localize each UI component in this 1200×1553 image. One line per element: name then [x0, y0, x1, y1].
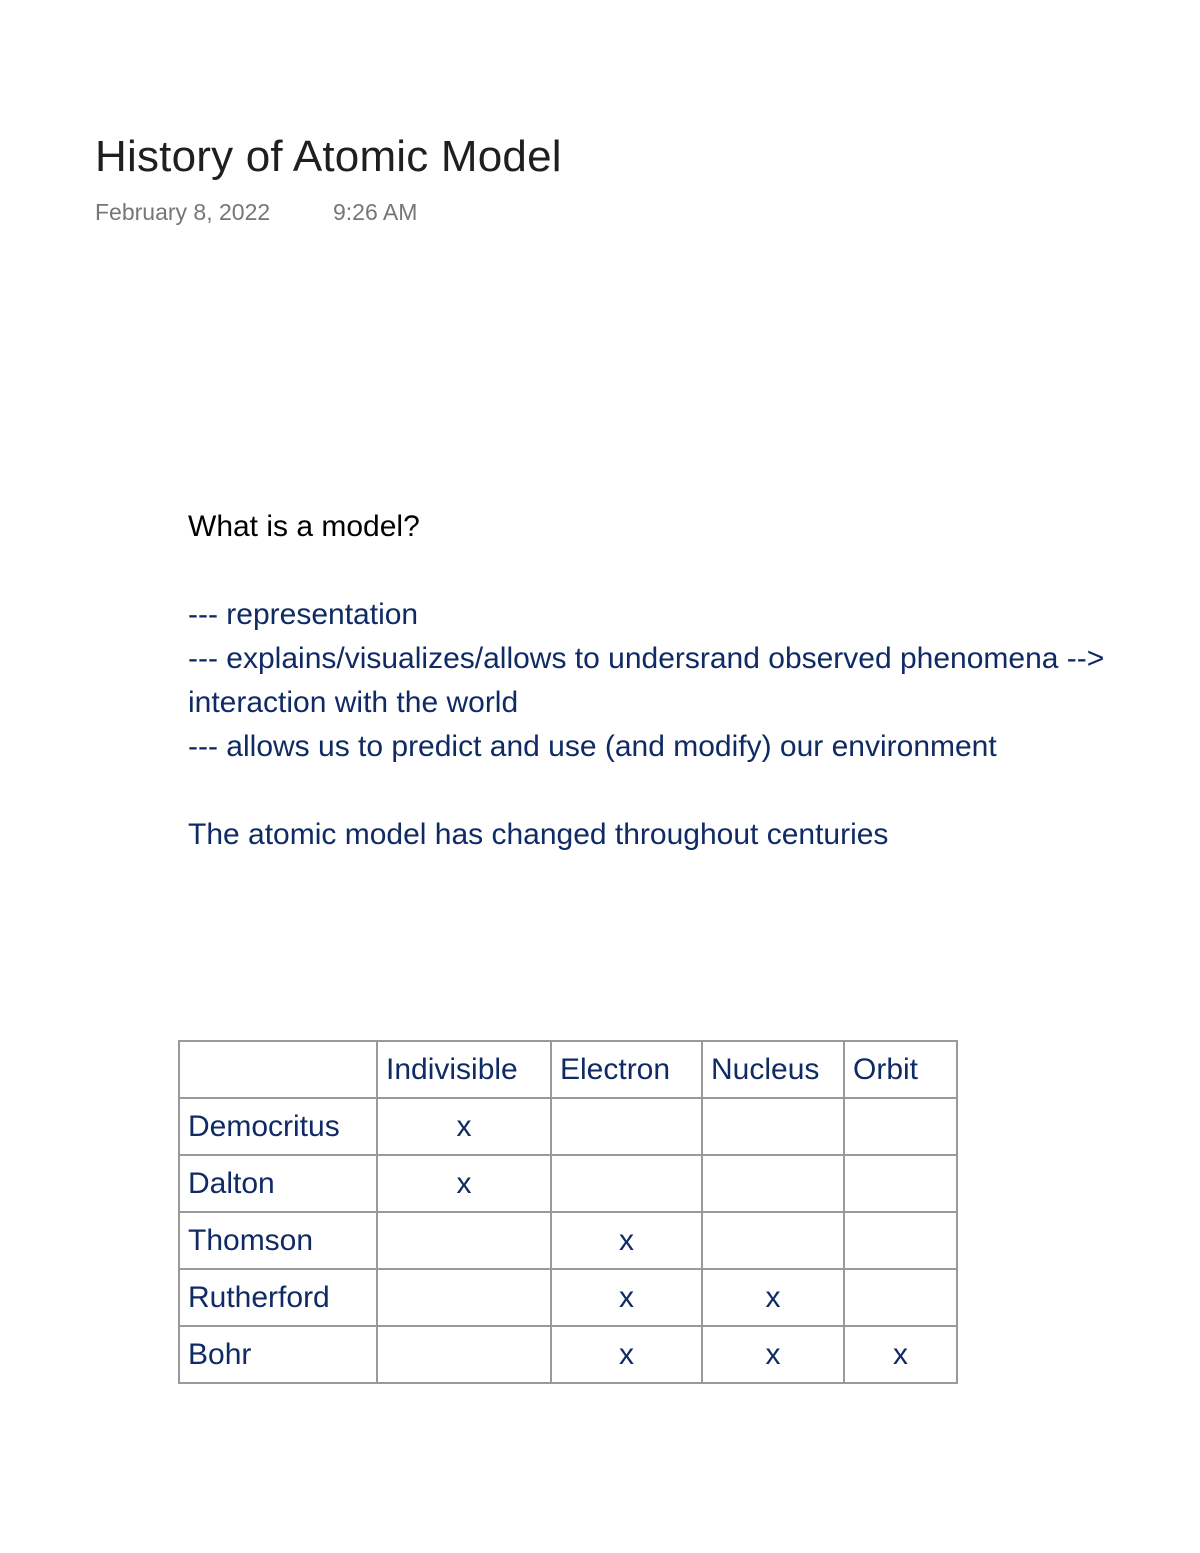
note-time: 9:26 AM	[333, 199, 418, 225]
scientist-name[interactable]: Dalton	[179, 1155, 377, 1212]
blank-line	[188, 769, 1200, 813]
scientist-name[interactable]: Thomson	[179, 1212, 377, 1269]
table-cell[interactable]: x	[551, 1212, 702, 1269]
table-header-cell[interactable]: Indivisible	[377, 1041, 551, 1098]
table-cell[interactable]	[844, 1212, 957, 1269]
note-point: --- explains/visualizes/allows to undersrand observed phenomena -->	[188, 642, 1105, 675]
table-cell[interactable]	[551, 1098, 702, 1155]
note-point: --- representation	[188, 598, 419, 631]
table-cell[interactable]	[377, 1269, 551, 1326]
table-row	[179, 1269, 957, 1326]
table-header-row	[179, 1041, 957, 1098]
table-header-cell[interactable]: Electron	[551, 1041, 702, 1098]
table-cell[interactable]	[702, 1098, 844, 1155]
table-header-cell[interactable]: Nucleus	[702, 1041, 844, 1098]
table-cell[interactable]	[702, 1212, 844, 1269]
note-point: --- allows us to predict and use (and modify) our environment	[188, 730, 997, 763]
table-cell[interactable]: x	[377, 1155, 551, 1212]
table-cell[interactable]	[377, 1212, 551, 1269]
table-cell[interactable]: x	[844, 1326, 957, 1383]
question-text: What is a model?	[188, 510, 420, 543]
scientist-name[interactable]: Rutherford	[179, 1269, 377, 1326]
table-cell[interactable]	[551, 1155, 702, 1212]
table-header-cell[interactable]: Orbit	[844, 1041, 957, 1098]
table-cell[interactable]	[377, 1326, 551, 1383]
table-cell[interactable]	[702, 1155, 844, 1212]
table-cell[interactable]	[844, 1269, 957, 1326]
table-cell[interactable]	[844, 1098, 957, 1155]
table-cell[interactable]: x	[377, 1098, 551, 1155]
table-row	[179, 1155, 957, 1212]
table-row	[179, 1326, 957, 1383]
note-date: February 8, 2022	[95, 199, 271, 225]
table-cell[interactable]	[844, 1155, 957, 1212]
table-row	[179, 1212, 957, 1269]
table-cell[interactable]: x	[702, 1326, 844, 1383]
page-title: History of Atomic Model	[95, 132, 562, 181]
scientist-name[interactable]: Democritus	[179, 1098, 377, 1155]
atomic-model-table	[178, 1040, 958, 1384]
table-header-cell[interactable]	[179, 1041, 377, 1098]
note-point: interaction with the world	[188, 686, 519, 719]
note-body[interactable]	[188, 505, 1200, 857]
scientist-name[interactable]: Bohr	[179, 1326, 377, 1383]
table-cell[interactable]: x	[551, 1269, 702, 1326]
statement-text: The atomic model has changed throughout centuries	[188, 818, 889, 851]
table-cell[interactable]: x	[551, 1326, 702, 1383]
table-row	[179, 1098, 957, 1155]
blank-line	[188, 549, 1200, 593]
table-cell[interactable]: x	[702, 1269, 844, 1326]
